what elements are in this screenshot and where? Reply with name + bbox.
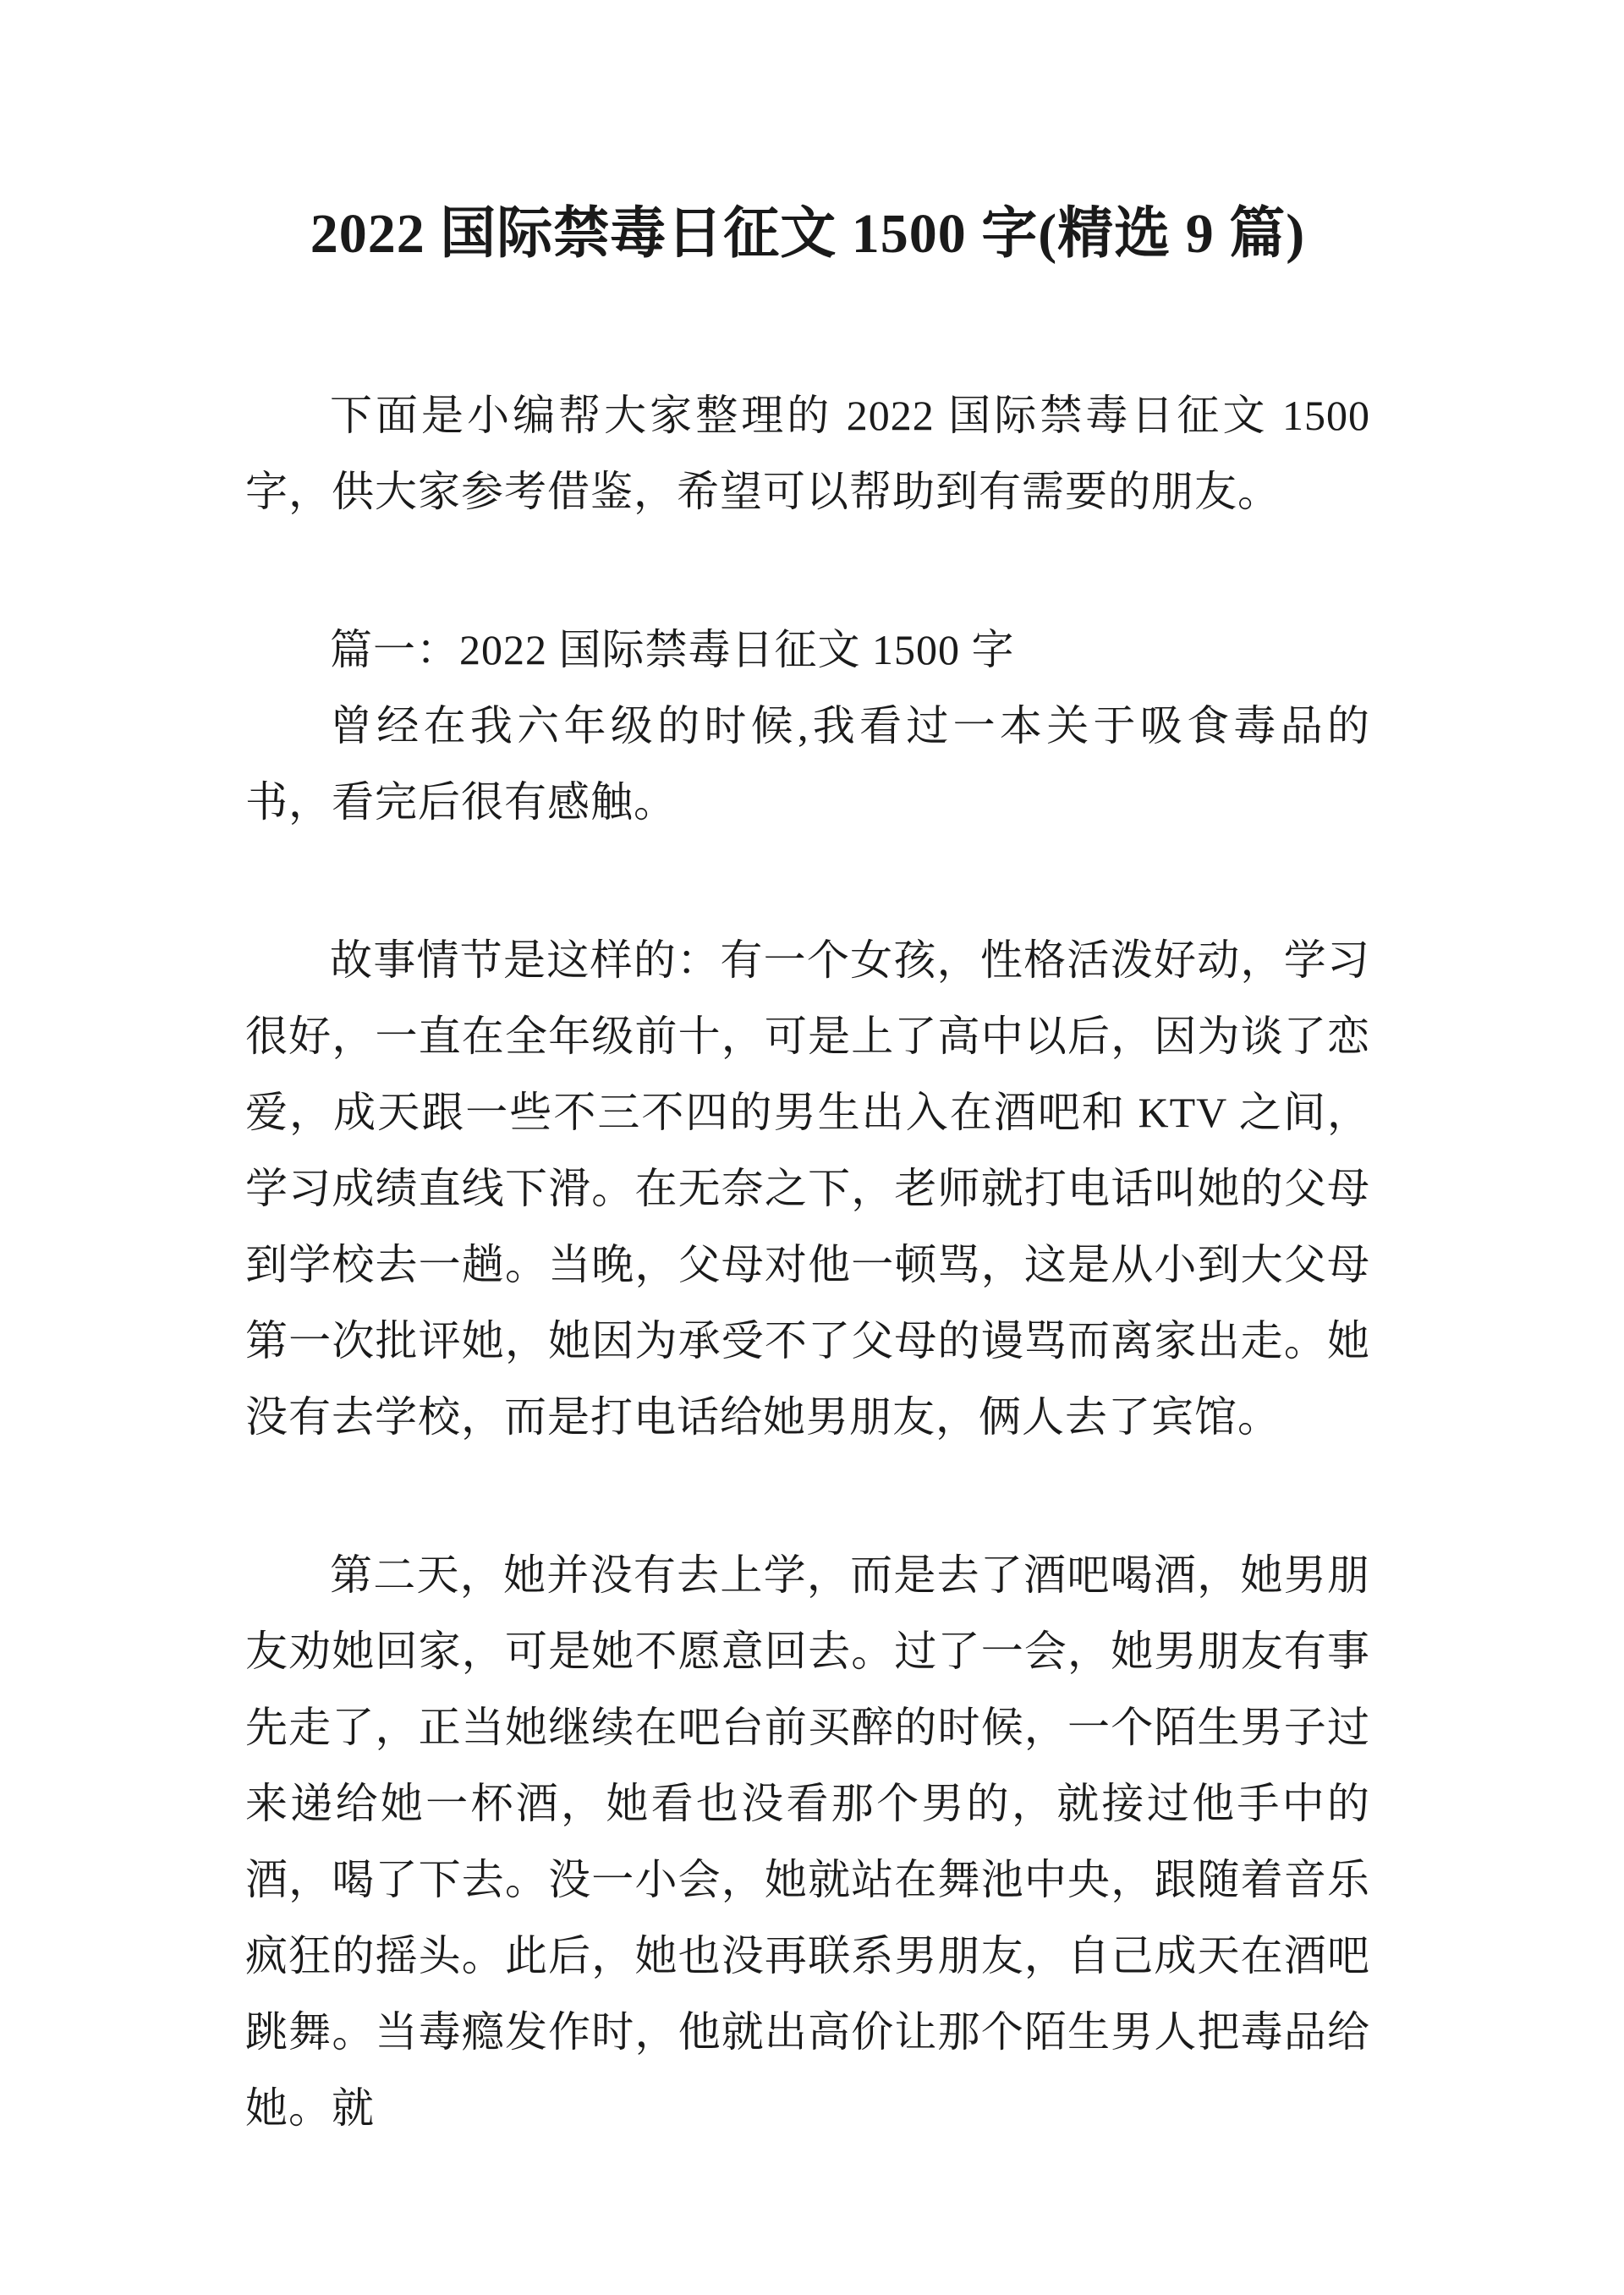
section-heading: 篇一：2022 国际禁毒日征文 1500 字 [330,626,1015,673]
document-title: 2022 国际禁毒日征文 1500 字(精选 9 篇) [310,203,1306,265]
body-paragraph: 故事情节是这样的：有一个女孩，性格活泼好动，学习很好，一直在全年级前十，可是上了高中以后，因为谈了恋爱，成天跟一些不三不四的男生出入在酒吧和 KTV 之间，学习成绩直线下滑。在无奈之下，老师就打电话叫她的父母到学校去一趟。当晚，父母对他一顿骂，这是从小到大父母第一次批评她，她因为承受不了父母的谩骂而离家出走。她没有去学校，而是打电话给她男朋友，俩人去了宾馆。 [245,936,1370,1441]
body-paragraph: 第二天，她并没有去上学，而是去了酒吧喝酒，她男朋友劝她回家，可是她不愿意回去。过了一会，她男朋友有事先走了，正当她继续在吧台前买醉的时候，一个陌生男子过来递给她一杯酒，她看也没看那个男的，就接过他手中的酒，喝了下去。没一小会，她就站在舞池中央，跟随着音乐疯狂的摇头。此后，她也没再联系男朋友，自己成天在酒吧跳舞。当毒瘾发作时，他就出高价让那个陌生男人把毒品给她。就 [245,1551,1370,2132]
body-paragraph: 下面是小编帮大家整理的 2022 国际禁毒日征文 1500 字，供大家参考借鉴，希望可以帮助到有需要的朋友。 [245,392,1370,515]
document-content [245,0,1370,2146]
body-paragraph: 曾经在我六年级的时候,我看过一本关于吸食毒品的书，看完后很有感触。 [245,702,1370,826]
paragraph-list [245,377,1370,2146]
